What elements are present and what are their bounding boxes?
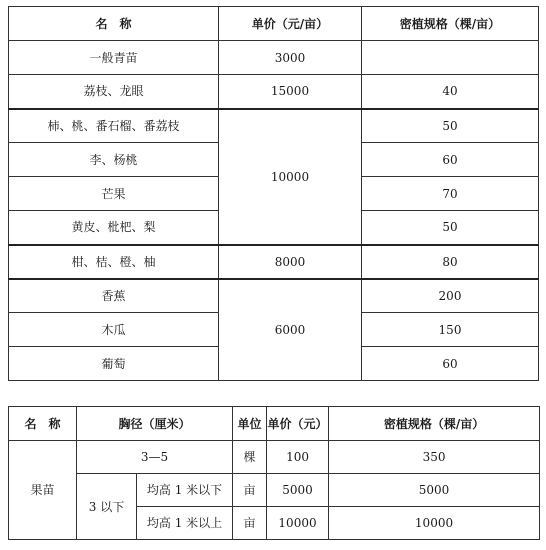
cell-height: 均高 1 米以下 [137,474,233,507]
table-row [9,41,539,75]
cell-name: 葡萄 [9,347,219,381]
cell-density: 60 [362,347,539,381]
cell-name: 荔枝、龙眼 [9,75,219,109]
table-row [9,245,539,279]
cell-name: 木瓜 [9,313,219,347]
header-price: 单价（元/亩） [219,7,362,41]
header-unit: 单位 [233,407,267,441]
cell-girth: 3—5 [77,441,233,474]
cell-name: 一般青苗 [9,41,219,75]
cell-price-group: 10000 [219,109,362,245]
cell-price: 3000 [219,41,362,75]
header-density: 密植规格（棵/亩） [362,7,539,41]
header-price: 单价（元） [267,407,329,441]
cell-density: 5000 [329,474,540,507]
table-row [9,474,540,507]
cell-name: 芒果 [9,177,219,211]
cell-price: 100 [267,441,329,474]
cell-price: 8000 [219,245,362,279]
table-row [9,441,540,474]
table-header-row [9,7,539,41]
cell-price: 5000 [267,474,329,507]
header-name: 名 称 [9,407,77,441]
cell-density [362,41,539,75]
cell-density: 60 [362,143,539,177]
cell-price-group: 6000 [219,279,362,381]
header-density: 密植规格（棵/亩） [329,407,540,441]
sapling-price-table [8,406,540,540]
cell-density: 70 [362,177,539,211]
cell-sub-girth: 3 以下 [77,474,137,540]
cell-category: 果苗 [9,441,77,540]
cell-name: 柑、桔、橙、柚 [9,245,219,279]
cell-unit: 亩 [233,507,267,540]
cell-price: 15000 [219,75,362,109]
cell-name: 香蕉 [9,279,219,313]
header-name: 名 称 [9,7,219,41]
table-row [9,109,539,143]
cell-name: 柿、桃、番石榴、番荔枝 [9,109,219,143]
cell-name: 李、杨桃 [9,143,219,177]
header-girth: 胸径（厘米） [77,407,233,441]
cell-unit: 亩 [233,474,267,507]
cell-density: 10000 [329,507,540,540]
cell-height: 均高 1 米以上 [137,507,233,540]
cell-name: 黄皮、枇杷、梨 [9,211,219,245]
cell-density: 50 [362,211,539,245]
table-row [9,75,539,109]
cell-unit: 棵 [233,441,267,474]
cell-price: 10000 [267,507,329,540]
cell-density: 150 [362,313,539,347]
seedling-price-table [8,6,539,381]
cell-density: 350 [329,441,540,474]
cell-density: 80 [362,245,539,279]
table-header-row [9,407,540,441]
table-row [9,279,539,313]
cell-density: 200 [362,279,539,313]
cell-density: 40 [362,75,539,109]
cell-density: 50 [362,109,539,143]
